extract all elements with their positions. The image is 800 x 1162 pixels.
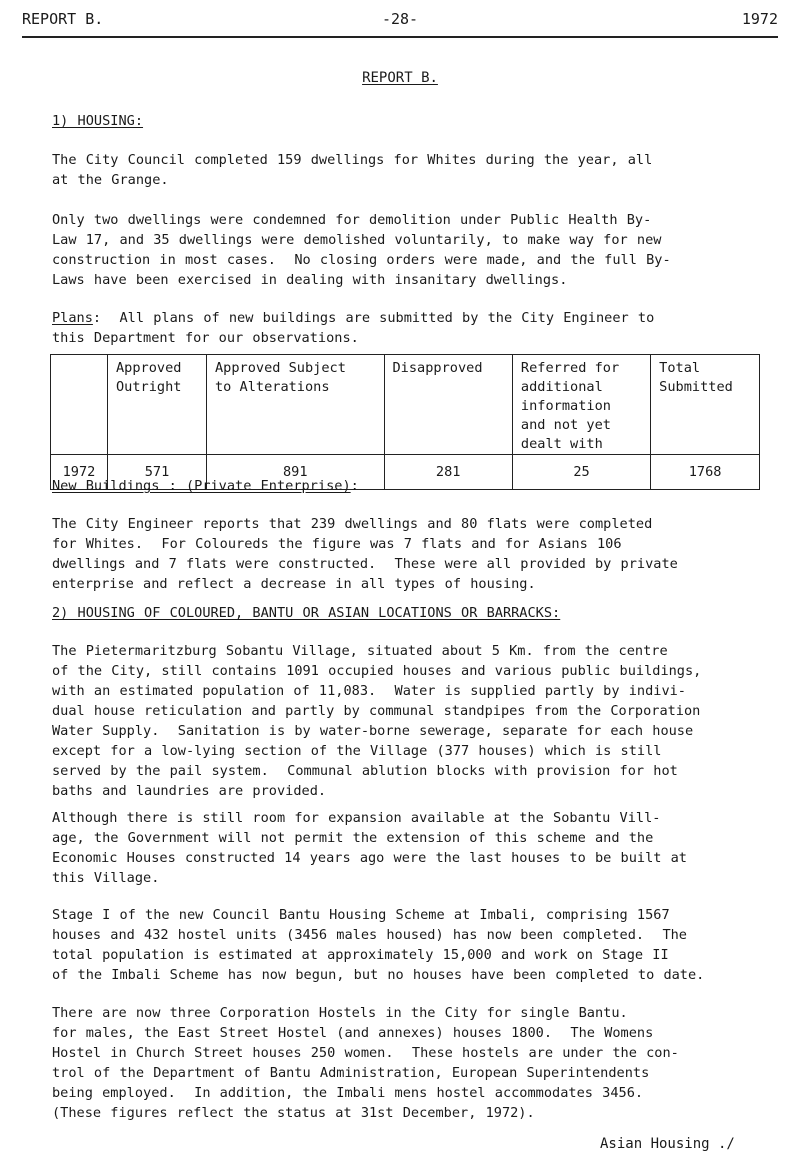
plans-text: : All plans of new buildings are submitted by the City Engineer to this Department for our observations.: [52, 310, 655, 346]
plans-table-header-empty: [51, 355, 108, 455]
section-1-paragraph-1: The City Council completed 159 dwellings for Whites during the year, all at the Grange.: [52, 152, 653, 188]
new-buildings-paragraph: The City Engineer reports that 239 dwellings and 80 flats were completed for Whites. For Coloureds the figure was 7 flats and for Asians 106 dwellings and 7 flats were constructed. These were all provided by private enterprise and reflect a decrease in all types of housing.: [52, 516, 678, 592]
plans-table-header-referred: Referred for additional information and not yet dealt with: [512, 355, 650, 455]
plans-paragraph: [52, 308, 762, 348]
plans-table-cell-referred: 25: [512, 455, 650, 490]
report-title: REPORT B.: [362, 70, 438, 86]
header-year: 1972: [741, 10, 778, 28]
plans-table-cell-total: 1768: [651, 455, 760, 490]
section-2-heading: 2) HOUSING OF COLOURED, BANTU OR ASIAN LOCATIONS OR BARRACKS:: [52, 605, 561, 621]
plans-table-cell-disapproved: 281: [384, 455, 512, 490]
plans-table-header-disapproved: Disapproved: [384, 355, 512, 455]
plans-table-header-row: [51, 355, 760, 455]
section-2-paragraph-1: The Pietermaritzburg Sobantu Village, situated about 5 Km. from the centre of the City, still contains 1091 occupied houses and various public buildings, with an estimated population of 11,083. Water is supplied partly by indivi- dual house reticulation and partly by communal standpipes from the Corporation Water Supply. Sanitation is by water-borne sewerage, separate for each house except for a low-lying section of the Village (377 houses) which is still served by the pail system. Communal ablution blocks with provision for hot baths and laundries are provided.: [52, 643, 702, 799]
new-buildings-heading: New Buildings : (Private Enterprise): [52, 478, 351, 494]
plans-table-header-approved-outright: Approved Outright: [108, 355, 207, 455]
plans-label: Plans: [52, 310, 93, 326]
plans-table-cell-approved-outright: 571: [108, 455, 207, 490]
plans-table: [50, 354, 760, 490]
header-page-number: -28-: [381, 10, 419, 28]
plans-table-cell-approved-subject: 891: [206, 455, 384, 490]
section-1-paragraph-2: Only two dwellings were condemned for demolition under Public Health By- Law 17, and 35 dwellings were demolished voluntarily, to make way for new construction in most cases. No closing orders were made, and the full By- Laws have been exercised in dealing with insanitary dwellings.: [52, 212, 671, 288]
continuation-footer: Asian Housing ./: [600, 1136, 735, 1152]
new-buildings-heading-line: [52, 476, 762, 496]
page-header: [22, 10, 778, 34]
plans-table-cell-year: 1972: [51, 455, 108, 490]
new-buildings-heading-colon: :: [350, 478, 359, 494]
plans-table-header-approved-subject: Approved Subject to Alterations: [206, 355, 384, 455]
section-1-heading: 1) HOUSING:: [52, 113, 144, 129]
plans-table-header-total: Total Submitted: [651, 355, 760, 455]
section-2-paragraph-2: Although there is still room for expansion available at the Sobantu Vill- age, the Government will not permit the extension of this scheme and the Economic Houses constructed 14 years ago were the last houses to be built at this Village.: [52, 810, 687, 886]
section-2-paragraph-4: There are now three Corporation Hostels in the City for single Bantu. for males, the East Street Hostel (and annexes) houses 1800. The Womens Hostel in Church Street houses 250 women. These hostels are under the con- trol of the Department of Bantu Administration, European Superintendents being employed. In addition, the Imbali mens hostel accommodates 3456. (These figures reflect the status at 31st December, 1972).: [52, 1005, 679, 1121]
section-2-paragraph-3: Stage I of the new Council Bantu Housing Scheme at Imbali, comprising 1567 houses and 432 hostel units (3456 males housed) has now been completed. The total population is estimated at approximately 15,000 and work on Stage II of the Imbali Scheme has now begun, but no houses have been completed to date.: [52, 907, 705, 983]
header-rule: [22, 36, 778, 38]
header-report-label: REPORT B.: [22, 10, 104, 28]
